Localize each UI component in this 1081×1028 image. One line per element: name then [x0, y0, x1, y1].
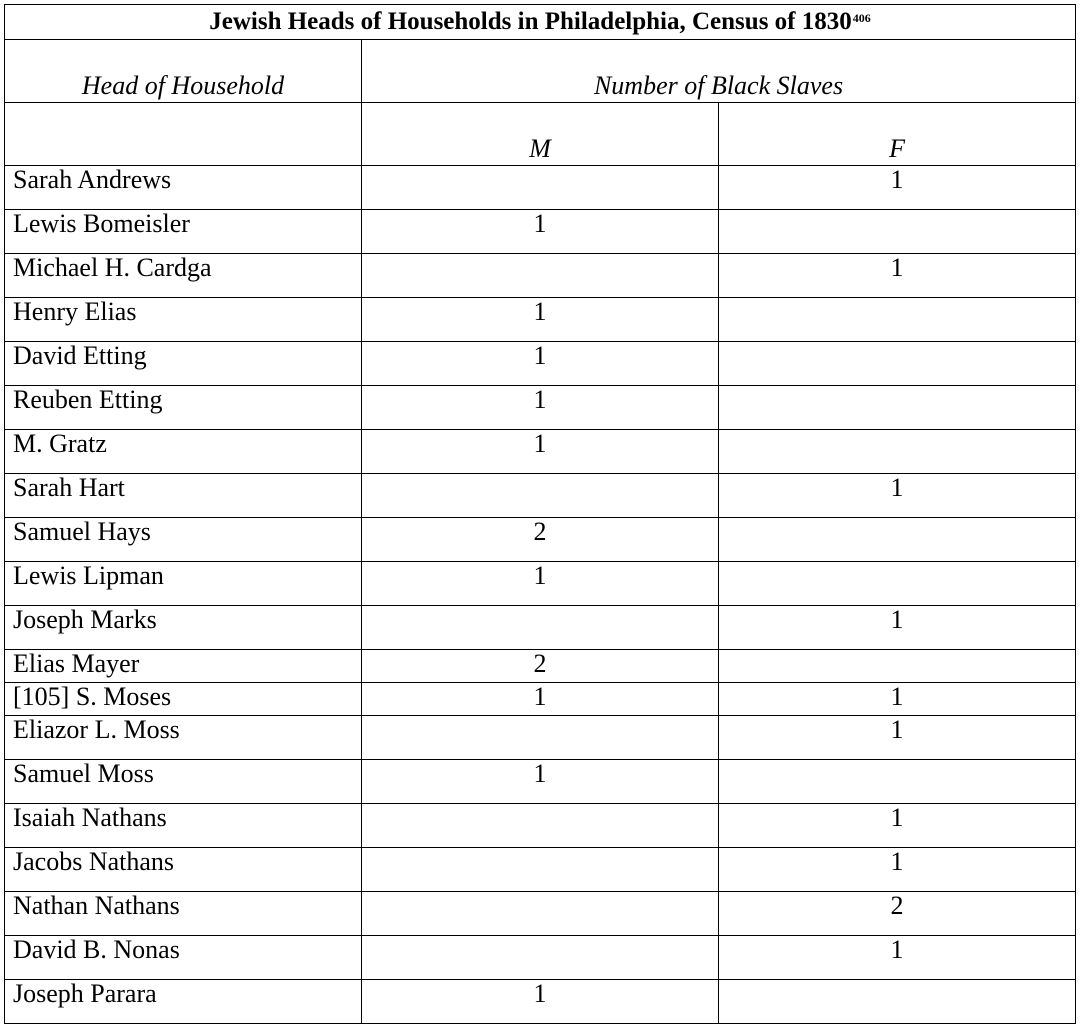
household-name: Samuel Moss — [5, 760, 362, 804]
header-row — [5, 40, 1076, 103]
male-count: 1 — [362, 430, 719, 474]
table-title-text: Jewish Heads of Households in Philadelphia, Census of 1830 — [209, 8, 852, 35]
male-count: 1 — [362, 562, 719, 606]
household-name: David B. Nonas — [5, 936, 362, 980]
male-count — [362, 892, 719, 936]
household-name: Reuben Etting — [5, 386, 362, 430]
male-count — [362, 848, 719, 892]
male-count — [362, 716, 719, 760]
male-count — [362, 804, 719, 848]
male-count: 1 — [362, 980, 719, 1024]
subheader-row — [5, 103, 1076, 166]
household-name: Sarah Hart — [5, 474, 362, 518]
female-count: 1 — [719, 936, 1076, 980]
table-row — [5, 298, 1076, 342]
slaves-header: Number of Black Slaves — [362, 40, 1076, 103]
table-row — [5, 562, 1076, 606]
female-count — [719, 518, 1076, 562]
table-row — [5, 166, 1076, 210]
male-count — [362, 254, 719, 298]
household-name: Elias Mayer — [5, 650, 362, 683]
table-title — [5, 5, 1076, 40]
table-row — [5, 254, 1076, 298]
household-name: Sarah Andrews — [5, 166, 362, 210]
male-count: 1 — [362, 210, 719, 254]
male-count: 1 — [362, 342, 719, 386]
table-row — [5, 936, 1076, 980]
table-row — [5, 210, 1076, 254]
table-row — [5, 342, 1076, 386]
female-count — [719, 342, 1076, 386]
female-count — [719, 980, 1076, 1024]
male-count — [362, 936, 719, 980]
female-count: 1 — [719, 166, 1076, 210]
female-count: 1 — [719, 683, 1076, 716]
male-count: 2 — [362, 518, 719, 562]
female-count: 1 — [719, 254, 1076, 298]
household-name: Lewis Bomeisler — [5, 210, 362, 254]
table-row — [5, 716, 1076, 760]
female-count — [719, 562, 1076, 606]
male-count: 1 — [362, 760, 719, 804]
household-name: Joseph Marks — [5, 606, 362, 650]
male-count — [362, 474, 719, 518]
household-name: Isaiah Nathans — [5, 804, 362, 848]
female-count: 2 — [719, 892, 1076, 936]
table-row — [5, 892, 1076, 936]
female-count: 1 — [719, 474, 1076, 518]
table-row — [5, 606, 1076, 650]
table-row — [5, 683, 1076, 716]
household-name: Jacobs Nathans — [5, 848, 362, 892]
female-count: 1 — [719, 716, 1076, 760]
household-name: M. Gratz — [5, 430, 362, 474]
female-count — [719, 650, 1076, 683]
household-name: Michael H. Cardga — [5, 254, 362, 298]
male-count: 2 — [362, 650, 719, 683]
household-name: Eliazor L. Moss — [5, 716, 362, 760]
household-name: Joseph Parara — [5, 980, 362, 1024]
household-name: [105] S. Moses — [5, 683, 362, 716]
table-row — [5, 980, 1076, 1024]
female-count: 1 — [719, 848, 1076, 892]
title-footnote: 406 — [852, 11, 871, 25]
household-name: Samuel Hays — [5, 518, 362, 562]
female-count — [719, 760, 1076, 804]
title-row — [5, 5, 1076, 40]
table-row — [5, 430, 1076, 474]
table-row — [5, 386, 1076, 430]
household-name: Lewis Lipman — [5, 562, 362, 606]
table-row — [5, 518, 1076, 562]
subheader-empty-cell — [5, 103, 362, 166]
head-of-household-header: Head of Household — [5, 40, 362, 103]
male-count: 1 — [362, 683, 719, 716]
female-count: 1 — [719, 606, 1076, 650]
household-name: Nathan Nathans — [5, 892, 362, 936]
female-count — [719, 298, 1076, 342]
female-header: F — [719, 103, 1076, 166]
table-row — [5, 474, 1076, 518]
male-count — [362, 166, 719, 210]
table-row — [5, 848, 1076, 892]
male-header: M — [362, 103, 719, 166]
female-count — [719, 210, 1076, 254]
table-row — [5, 804, 1076, 848]
census-table — [4, 4, 1076, 1024]
female-count — [719, 430, 1076, 474]
male-count: 1 — [362, 386, 719, 430]
table-row — [5, 760, 1076, 804]
household-name: David Etting — [5, 342, 362, 386]
female-count: 1 — [719, 804, 1076, 848]
table-row — [5, 650, 1076, 683]
male-count: 1 — [362, 298, 719, 342]
household-name: Henry Elias — [5, 298, 362, 342]
female-count — [719, 386, 1076, 430]
male-count — [362, 606, 719, 650]
